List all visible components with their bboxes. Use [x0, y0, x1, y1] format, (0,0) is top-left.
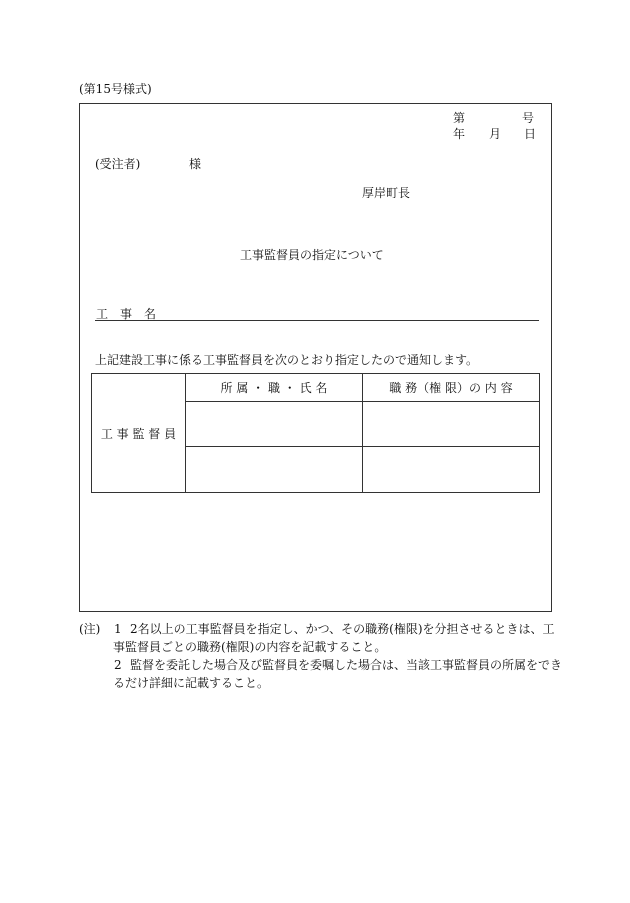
document-title: 工事監督員の指定について [240, 248, 384, 262]
table-row-header: 工 事 監 督 員 [92, 374, 186, 493]
body-text: 上記建設工事に係る工事監督員を次のとおり指定したので通知します。 [95, 353, 479, 367]
date-year: 年 [453, 127, 466, 141]
number-label-right: 号 [522, 111, 535, 125]
note-line: 2名以上の工事監督員を指定し、かつ、その職務(権限)を分担させるときは、工 [130, 622, 555, 636]
note-line: るだけ詳細に記載すること。 [113, 676, 270, 690]
note-number: 1 [114, 622, 122, 636]
table-cell [186, 402, 363, 447]
table-cell [363, 447, 540, 493]
date-month: 月 [489, 127, 502, 141]
addressee-honorific: 様 [189, 157, 202, 171]
supervisor-table [91, 373, 540, 493]
project-name-label: 工 事 名 [96, 307, 157, 321]
sender-name: 厚岸町長 [362, 186, 411, 200]
column-header-affiliation: 所 属 ・ 職 ・ 氏 名 [186, 374, 363, 402]
note-number: 2 [114, 658, 122, 672]
project-name-line [95, 320, 539, 321]
column-header-duties: 職 務（権 限）の 内 容 [363, 374, 540, 402]
table-cell [363, 402, 540, 447]
note-line: 事監督員ごとの職務(権限)の内容を記載すること。 [113, 640, 387, 654]
note-line: 監督を委託した場合及び監督員を委嘱した場合は、当該工事監督員の所属をでき [130, 658, 563, 672]
addressee-label: (受注者) [95, 157, 141, 171]
notes-label: (注) [79, 622, 101, 636]
form-number: (第15号様式) [79, 82, 152, 96]
table-cell [186, 447, 363, 493]
number-label-left: 第 [453, 111, 466, 125]
date-day: 日 [524, 127, 537, 141]
